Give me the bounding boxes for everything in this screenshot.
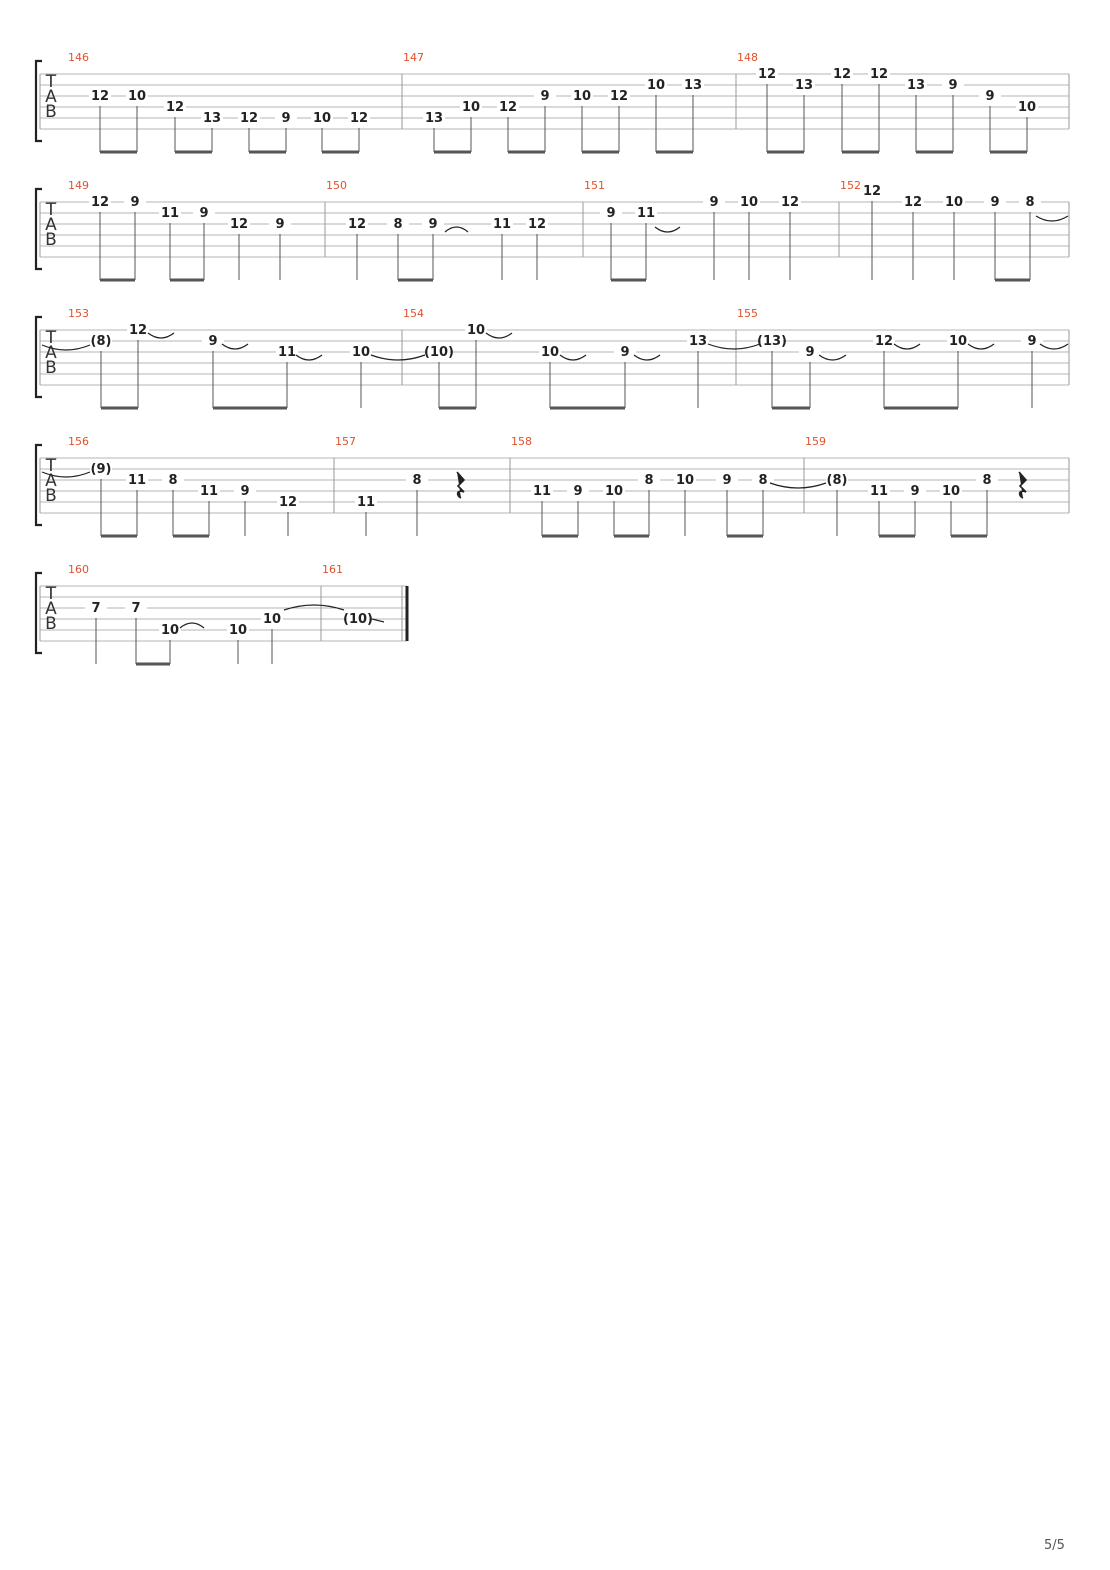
fret-number: (8) — [826, 473, 848, 488]
fret-number: 10 — [228, 623, 248, 638]
fret-number: 9 — [275, 217, 285, 232]
fret-number: 7 — [131, 601, 141, 616]
measure-number: 146 — [68, 51, 89, 64]
fret-number: 11 — [356, 495, 376, 510]
fret-number: 10 — [540, 345, 560, 360]
fret-number: 12 — [239, 111, 259, 126]
tab-clef-letter: T — [45, 72, 57, 92]
staff-system — [36, 307, 1069, 408]
fret-number: 9 — [709, 195, 719, 210]
measure-number: 148 — [737, 51, 758, 64]
fret-number: 12 — [229, 217, 249, 232]
fret-number: 8 — [1025, 195, 1035, 210]
fret-number: 9 — [428, 217, 438, 232]
staff-system — [36, 435, 1069, 536]
fret-number: 12 — [90, 195, 110, 210]
tie-arc — [486, 333, 512, 338]
fret-number: 11 — [277, 345, 297, 360]
fret-number: 13 — [688, 334, 708, 349]
fret-number: 10 — [739, 195, 759, 210]
tie-arc — [655, 227, 680, 232]
measure-number: 156 — [68, 435, 89, 448]
fret-number: 8 — [168, 473, 178, 488]
fret-number: 10 — [572, 89, 592, 104]
fret-number: 10 — [604, 484, 624, 499]
tie-arc — [560, 355, 586, 360]
fret-number: 9 — [722, 473, 732, 488]
fret-number: 12 — [832, 67, 852, 82]
tab-clef-letter: T — [45, 200, 57, 220]
fret-number: 10 — [948, 334, 968, 349]
measure-number: 154 — [403, 307, 424, 320]
fret-number: 11 — [160, 206, 180, 221]
tab-clef-letter: T — [45, 328, 57, 348]
fret-number: 8 — [758, 473, 768, 488]
fret-number: 11 — [532, 484, 552, 499]
tab-clef-letter: B — [45, 102, 57, 122]
fret-number: 12 — [780, 195, 800, 210]
fret-number: 12 — [165, 100, 185, 115]
fret-number: (8) — [90, 334, 112, 349]
fret-number: 12 — [862, 184, 882, 199]
fret-number: 13 — [683, 78, 703, 93]
tab-clef-letter: A — [45, 343, 57, 363]
tie-arc — [1040, 344, 1068, 349]
tab-clef-letter: B — [45, 614, 57, 634]
measure-number: 152 — [840, 179, 861, 192]
fret-number: 10 — [466, 323, 486, 338]
tie-arc — [180, 623, 204, 628]
measure-number: 159 — [805, 435, 826, 448]
fret-number: 10 — [675, 473, 695, 488]
fret-number: 9 — [990, 195, 1000, 210]
fret-number: 12 — [347, 217, 367, 232]
fret-number: 12 — [527, 217, 547, 232]
staff-system — [36, 563, 407, 664]
fret-number: 12 — [90, 89, 110, 104]
fret-number: 9 — [805, 345, 815, 360]
fret-number: 8 — [982, 473, 992, 488]
tab-clef-letter: B — [45, 230, 57, 250]
measure-number: 150 — [326, 179, 347, 192]
tab-clef-letter: B — [45, 358, 57, 378]
tie-arc — [296, 355, 322, 360]
fret-number: 11 — [492, 217, 512, 232]
fret-number: 8 — [644, 473, 654, 488]
fret-number: 12 — [757, 67, 777, 82]
fret-number: 12 — [349, 111, 369, 126]
fret-number: 9 — [620, 345, 630, 360]
fret-number: 9 — [240, 484, 250, 499]
fret-number: 11 — [127, 473, 147, 488]
tie-arc — [770, 483, 826, 488]
fret-number: 13 — [202, 111, 222, 126]
fret-number: 12 — [903, 195, 923, 210]
tab-clef-letter: B — [45, 486, 57, 506]
quarter-rest-icon — [1019, 472, 1026, 498]
fret-number: (9) — [90, 462, 112, 477]
tab-clef-letter: A — [45, 471, 57, 491]
measure-number: 155 — [737, 307, 758, 320]
fret-number: 11 — [869, 484, 889, 499]
tie-arc — [148, 333, 174, 338]
measure-number: 149 — [68, 179, 89, 192]
tie-arc — [445, 227, 468, 232]
tie-arc — [371, 355, 425, 360]
measure-number: 160 — [68, 563, 89, 576]
fret-number: 12 — [278, 495, 298, 510]
fret-number: 12 — [869, 67, 889, 82]
fret-number: 9 — [985, 89, 995, 104]
tab-clef-letter: A — [45, 599, 57, 619]
fret-number: 9 — [948, 78, 958, 93]
fret-number: 12 — [609, 89, 629, 104]
staff-system — [36, 179, 1069, 280]
tie-arc — [708, 344, 760, 349]
fret-number: 9 — [199, 206, 209, 221]
page-number: 5/5 — [1044, 1538, 1065, 1553]
fret-number: 10 — [351, 345, 371, 360]
tab-clef-letter: A — [45, 87, 57, 107]
fret-number: 10 — [461, 100, 481, 115]
fret-number: 10 — [646, 78, 666, 93]
tie-arc — [819, 355, 846, 360]
fret-number: 10 — [127, 89, 147, 104]
fret-number: 8 — [412, 473, 422, 488]
fret-number: 7 — [91, 601, 101, 616]
fret-number: 12 — [498, 100, 518, 115]
measure-number: 161 — [322, 563, 343, 576]
fret-number: 9 — [1027, 334, 1037, 349]
fret-number: (10) — [424, 345, 454, 360]
fret-number: 10 — [941, 484, 961, 499]
fret-number: 12 — [874, 334, 894, 349]
fret-number: 13 — [424, 111, 444, 126]
fret-number: 9 — [573, 484, 583, 499]
measure-number: 147 — [403, 51, 424, 64]
fret-number: 13 — [794, 78, 814, 93]
tab-clef-letter: A — [45, 215, 57, 235]
quarter-rest-icon — [457, 472, 464, 498]
fret-number: 10 — [312, 111, 332, 126]
fret-number: 9 — [281, 111, 291, 126]
tab-clef-letter: T — [45, 456, 57, 476]
fret-number: 10 — [160, 623, 180, 638]
fret-number: 9 — [208, 334, 218, 349]
fret-number: 12 — [128, 323, 148, 338]
tie-arc — [1036, 216, 1068, 221]
fret-number: (10) — [343, 612, 373, 627]
fret-number: 8 — [393, 217, 403, 232]
fret-number: 11 — [199, 484, 219, 499]
fret-number: 9 — [910, 484, 920, 499]
fret-number: 13 — [906, 78, 926, 93]
fret-number: 11 — [636, 206, 656, 221]
measure-number: 157 — [335, 435, 356, 448]
tie-arc — [222, 344, 248, 349]
measure-number: 153 — [68, 307, 89, 320]
tie-arc — [968, 344, 994, 349]
tab-clef-letter: T — [45, 584, 57, 604]
fret-number: 10 — [944, 195, 964, 210]
fret-number: 9 — [606, 206, 616, 221]
fret-number: 9 — [130, 195, 140, 210]
tie-arc — [634, 355, 660, 360]
measure-number: 151 — [584, 179, 605, 192]
fret-number: 10 — [262, 612, 282, 627]
measure-number: 158 — [511, 435, 532, 448]
staff-system — [36, 51, 1069, 152]
fret-number: 9 — [540, 89, 550, 104]
tie-arc — [894, 344, 920, 349]
fret-number: (13) — [757, 334, 787, 349]
fret-number: 10 — [1017, 100, 1037, 115]
